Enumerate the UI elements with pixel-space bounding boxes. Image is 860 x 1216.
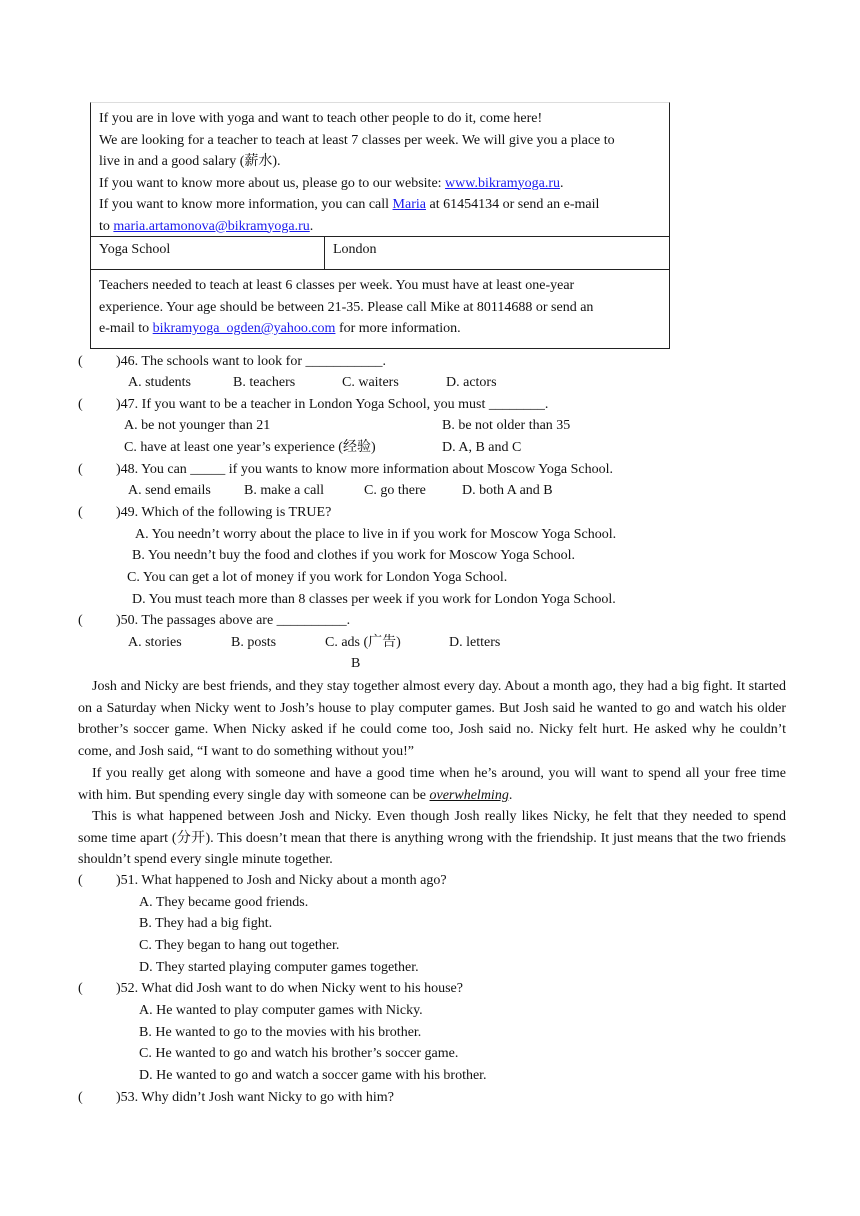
option: C. He wanted to go and watch his brother’s soccer game. xyxy=(139,1046,459,1061)
option: D. He wanted to go and watch a soccer game with his brother. xyxy=(139,1068,487,1083)
option: C. They began to hang out together. xyxy=(139,938,340,953)
ad-box-london xyxy=(90,269,670,349)
ad-line xyxy=(99,173,661,195)
paragraph-text: . xyxy=(508,787,513,803)
option: D. A, B and C xyxy=(442,440,522,455)
ad-line xyxy=(99,318,661,340)
option: D. actors xyxy=(446,375,497,390)
ad-text: at 61454134 or send an e-mail xyxy=(425,197,600,212)
email-link[interactable]: maria.artamonova@bikramyoga.ru xyxy=(113,218,310,234)
passage-paragraph-1 xyxy=(78,676,786,762)
option: A. be not younger than 21 xyxy=(124,418,271,433)
option: C. You can get a lot of money if you work for London Yoga School. xyxy=(127,570,508,585)
answer-paren: ( xyxy=(78,613,83,628)
city-cell: London xyxy=(333,242,377,257)
option: B. make a call xyxy=(244,483,325,498)
ad-line: live in and a good salary (薪水). xyxy=(99,154,281,169)
question-52: )52. What did Josh want to do when Nicky went to his house? xyxy=(116,981,463,996)
ad-line: Teachers needed to teach at least 6 classes per week. You must have at least one-year xyxy=(99,278,575,293)
question-53: )53. Why didn’t Josh want Nicky to go with him? xyxy=(116,1090,394,1105)
option: B. He wanted to go to the movies with his brother. xyxy=(139,1025,422,1040)
passage-paragraph-3 xyxy=(78,806,786,871)
option: B. posts xyxy=(231,635,277,650)
option: C. go there xyxy=(364,483,426,498)
question-46: )46. The schools want to look for ___________. xyxy=(116,354,386,369)
ad-text: . xyxy=(560,175,564,191)
question-47: )47. If you want to be a teacher in London Yoga School, you must ________. xyxy=(116,397,549,412)
question-49: )49. Which of the following is TRUE? xyxy=(116,505,332,520)
paragraph-text: This is what happened between Josh and Nicky. Even though Josh really likes Nicky, he felt that they needed to spend some time apart (分开). This doesn’t mean that there is anything wrong with the friendship. It just means that the two friends shouldn’t spend every single minute together. xyxy=(78,809,786,868)
paragraph-text: If you really get along with someone and have a good time when he’s around, you will want to spend all your free time with him. But spending every single day with someone can be xyxy=(78,766,786,803)
option: B. teachers xyxy=(233,375,296,390)
option: C. have at least one year’s experience (经验) xyxy=(124,440,376,455)
contact-name-link[interactable]: Maria xyxy=(392,197,426,212)
paragraph-text: Josh and Nicky are best friends, and they stay together almost every day. About a month ago, they had a big fight. It started on a Saturday when Nicky went to Josh’s house to play computer games. But Josh said he wanted to go and watch his older brother’s soccer game. When Nicky asked if he could come too, Josh said no. Nicky felt hurt. He asked why he couldn’t come, and Josh said, “I want to do something without you!” xyxy=(78,679,786,759)
ad-line xyxy=(99,194,661,216)
answer-paren: ( xyxy=(78,1090,83,1105)
ad-text: to xyxy=(99,218,114,234)
option: A. He wanted to play computer games with Nicky. xyxy=(139,1003,423,1018)
email-link[interactable]: bikramyoga_ogden@yahoo.com xyxy=(152,321,336,336)
ad-text: for more information. xyxy=(335,321,461,336)
option: A. You needn’t worry about the place to live in if you work for Moscow Yoga School. xyxy=(135,527,617,542)
ad-line: We are looking for a teacher to teach at least 7 classes per week. We will give you a place to xyxy=(99,132,615,148)
ad-text: e-mail to xyxy=(99,321,153,336)
option: D. both A and B xyxy=(462,483,553,498)
answer-paren: ( xyxy=(78,462,83,477)
option: C. ads (广告) xyxy=(325,635,401,650)
option: C. waiters xyxy=(342,375,399,390)
passage-paragraph-2 xyxy=(78,763,786,806)
ad-text: If you want to know more information, you can call xyxy=(99,197,393,212)
answer-paren: ( xyxy=(78,397,83,412)
section-heading: B xyxy=(351,656,361,671)
ad-header-row-london xyxy=(90,236,670,270)
ad-box-moscow xyxy=(90,102,670,237)
question-50: )50. The passages above are __________. xyxy=(116,613,351,628)
ad-text: If you want to know more about us, please go to our website: xyxy=(99,175,446,191)
ad-line: experience. Your age should be between 21-35. Please call Mike at 80114688 or send an xyxy=(99,299,594,315)
website-link[interactable]: www.bikramyoga.ru xyxy=(445,175,560,191)
option: B. You needn’t buy the food and clothes if you work for Moscow Yoga School. xyxy=(132,548,576,563)
option: B. They had a big fight. xyxy=(139,916,273,931)
option: D. You must teach more than 8 classes per week if you work for London Yoga School. xyxy=(132,592,616,607)
highlighted-word: overwhelming xyxy=(429,787,509,803)
answer-paren: ( xyxy=(78,505,83,520)
option: A. stories xyxy=(128,635,182,650)
option: A. send emails xyxy=(128,483,211,498)
ad-line xyxy=(99,216,661,238)
option: D. letters xyxy=(449,635,501,650)
answer-paren: ( xyxy=(78,981,83,996)
option: D. They started playing computer games together. xyxy=(139,960,419,975)
answer-paren: ( xyxy=(78,354,83,369)
answer-paren: ( xyxy=(78,873,83,888)
option: B. be not older than 35 xyxy=(442,418,571,433)
question-48: )48. You can _____ if you wants to know more information about Moscow Yoga School. xyxy=(116,462,613,477)
ad-line: If you are in love with yoga and want to teach other people to do it, come here! xyxy=(99,111,543,126)
option: A. students xyxy=(128,375,191,390)
school-cell: Yoga School xyxy=(91,237,325,269)
ad-text: . xyxy=(309,218,314,234)
option: A. They became good friends. xyxy=(139,895,309,910)
question-51: )51. What happened to Josh and Nicky about a month ago? xyxy=(116,873,447,888)
